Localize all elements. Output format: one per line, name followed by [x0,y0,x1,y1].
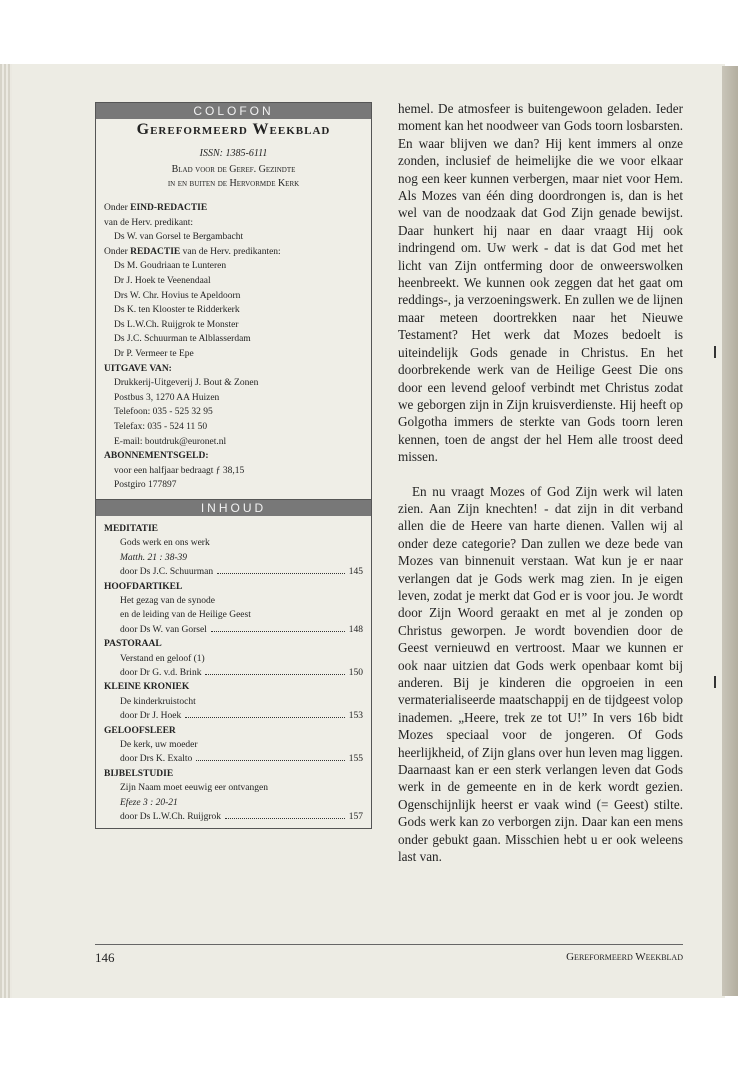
toc-page: 150 [348,667,363,678]
publisher-line: E-mail: boutdruk@euronet.nl [114,436,227,447]
magazine-title: Gereformeerd Weekblad [136,121,331,138]
toc-section-meditatie [104,522,363,580]
publisher-line: Telefoon: 035 - 525 32 95 [114,407,213,418]
toc-category: BIJBELSTUDIE [104,768,174,779]
redactie-member: Dr J. Hoek te Veenendaal [114,275,211,286]
magazine-subtitle [96,163,371,191]
toc-article-title: Gods werk en ons werk [120,538,210,549]
toc-article-title: Verstand en geloof (1) [120,653,205,664]
toc-page: 153 [348,711,363,722]
redactie-pre: Onder [104,246,131,257]
toc-leader-dots [225,818,345,819]
issn: ISSN: 1385-6111 [199,148,268,159]
toc-page: 157 [348,812,363,822]
colofon-box [95,102,372,500]
margin-tick-mark [714,676,716,688]
colofon-header: COLOFON [96,103,371,119]
toc-section-geloofsleer [104,724,363,767]
toc-article-title: De kerk, uw moeder [120,739,198,750]
toc-entry-row[interactable] [104,623,363,637]
toc-author: door Drs K. Exalto [120,754,193,765]
toc-entry-row[interactable] [104,709,363,723]
redactie-bold: REDACTIE [130,246,181,257]
toc-section-kleine-kroniek [104,680,363,723]
eind-redactie-name: Ds W. van Gorsel te Bergambacht [114,232,244,243]
toc-article-title: Het gezag van de synode [120,595,215,606]
toc-entry-row[interactable] [104,666,363,680]
toc-leader-dots [217,573,345,574]
toc-entry-row[interactable] [104,752,363,766]
toc-page: 148 [348,624,363,635]
article-body [398,100,683,865]
toc-article-title: en de leiding van de Heilige Geest [120,610,251,621]
running-footer-title: Gereformeerd Weekblad [566,951,683,963]
subtitle-line-2: in en buiten de Hervormde Kerk [167,178,300,189]
toc-author: door Dr J. Hoek [120,711,182,722]
redactie-member: Ds L.W.Ch. Ruijgrok te Monster [114,319,239,330]
redactie-member: Drs W. Chr. Hovius te Apeldoorn [114,290,241,301]
subtitle-line-1: Blad voor de Geref. Gezindte [171,164,296,175]
eind-redactie-heading [104,201,363,216]
redactie-member: Ds J.C. Schuurman te Alblasserdam [114,334,251,345]
toc-article-title: De kinderkruistocht [120,696,196,707]
toc-leader-dots [205,674,344,675]
toc-page: 155 [348,754,363,765]
toc-author: door Ds J.C. Schuurman [120,567,214,578]
eind-redactie-sub: van de Herv. predikant: [104,217,194,228]
publisher-line: Postbus 3, 1270 AA Huizen [114,392,220,403]
toc-entry-row[interactable] [104,810,363,824]
inhoud-header: INHOUD [96,500,371,516]
uitgave-heading: UITGAVE VAN: [104,363,172,374]
inhoud-box [95,500,372,830]
toc-category: MEDITATIE [104,523,159,534]
footer-rule [95,944,683,945]
publisher-line: Drukkerij-Uitgeverij J. Bout & Zonen [114,378,259,389]
eind-bold: EIND-REDACTIE [130,203,208,213]
abonnement-line: voor een halfjaar bedraagt ƒ 38,15 [114,465,245,476]
book-right-edge [722,66,738,996]
toc-author: door Dr G. v.d. Brink [120,667,202,678]
page-number: 146 [95,950,115,965]
redactie-member: Ds K. ten Klooster te Ridderkerk [114,305,240,316]
redactie-post: van de Herv. predikanten: [180,246,281,257]
eind-pre: Onder [104,203,131,213]
redactie-heading [104,245,363,260]
body-paragraph-1: hemel. De atmosfeer is buitengewoon geladen. Ieder moment kan het noodweer van Gods toorn losbarsten. En waar blijven we dan? Hij kent immers al onze zonden, inclusief de heimelijke die we voor elkaar nog een keer kunnen verbergen, maar niet voor Hem. Als Mozes van één ding doordrongen is, dan is het wel van de noodzaak dat God Zijn genade bewijst. Daar hunkert hij naar en daar vraagt Hij ook indringend om. Uw werk - dat is dat God met het licht van Zijn ontferming door de onweerswolken heenbreekt. We kunnen ook zeggen dat het gaat om reddings-, ja verzoeningswerk. En zullen we de lijnen maar meteen doortrekken naar het Nieuwe Testament? Het werk dat Mozes bedoelt is uiteindelijk Gods genade in Christus. En het doorbrekende werk van de Heilige Geest Die ons door een levend geloof verbindt met Christus zodat we geborgen zijn in Zijn kruisverdienste. Hij heeft op Golgotha immers de sterkte van Gods toorn leren kennen, toen de angst der hel Hem alle troost deed missen. [398,101,683,465]
toc-category: PASTORAAL [104,639,162,650]
toc-author: door Ds L.W.Ch. Ruijgrok [120,812,221,822]
toc-page: 145 [348,567,363,578]
toc-leader-dots [185,717,345,718]
toc-article-title: Zijn Naam moet eeuwig eer ontvangen [120,783,268,794]
toc-category: HOOFDARTIKEL [104,581,183,592]
abonnement-heading: ABONNEMENTSGELD: [104,451,209,462]
body-paragraph-2: En nu vraagt Mozes of God Zijn werk wil laten zien. Aan Zijn knechten! - dat zijn in dit verband allen die de Heere van harte dienen. Vallen wij al onder deze categorie? Dan zullen we deze bede van Mozes van binnenuit verstaan. Wat kun je er naar verlangen dat je Gods werk mag zien. In je eigen leven, zodat je merkt dat God er is voor jou. Je wordt door Zijn Woord geraakt en met al je zonden op Christus geworpen. Je wordt bovendien door de Geest vernieuwd en vertroost. Maar we kunnen er ook naar uitzien dat Gods werk openbaar komt bij anderen. Bij je kinderen die opgroeien in een vermaterialiseerde maatschappij en de tijdgeest volop inademen. „Heere, trek ze tot U!” In vers 16b bidt Mozes speciaal voor de jongeren. Of Gods heerlijkheid, of Zijn glans over hun leven mag liggen. Daarnaast kan er een sterk verlangen leven dat Gods werk in de gemeente en in de kerk wordt gezien. Ogenschijnlijk heerst er vaak wind (= Geest) stilte. Gods werk kan zo verborgen zijn. Daar kan een mens onder gebukt gaan. Misschien hebt u er ook weleens last van. [398,483,683,865]
toc-scripture: Efeze 3 : 20-21 [120,797,178,808]
toc-entry-row[interactable] [104,565,363,579]
redactie-member: Ds M. Goudriaan te Lunteren [114,261,227,272]
toc-section-pastoraal [104,637,363,680]
sidebar-column [95,102,372,829]
toc-category: KLEINE KRONIEK [104,682,190,693]
toc-leader-dots [211,631,345,632]
toc-section-bijbelstudie [104,767,363,825]
table-of-contents [96,516,371,825]
toc-category: GELOOFSLEER [104,725,176,736]
toc-section-hoofdartikel [104,580,363,638]
abonnement-line: Postgiro 177897 [114,480,177,491]
colofon-details [96,201,371,499]
redactie-member: Dr P. Vermeer te Epe [114,348,194,359]
publisher-line: Telefax: 035 - 524 11 50 [114,421,208,432]
toc-leader-dots [196,760,344,761]
margin-tick-mark [714,346,716,358]
toc-scripture: Matth. 21 : 38-39 [120,552,188,563]
toc-author: door Ds W. van Gorsel [120,624,207,635]
